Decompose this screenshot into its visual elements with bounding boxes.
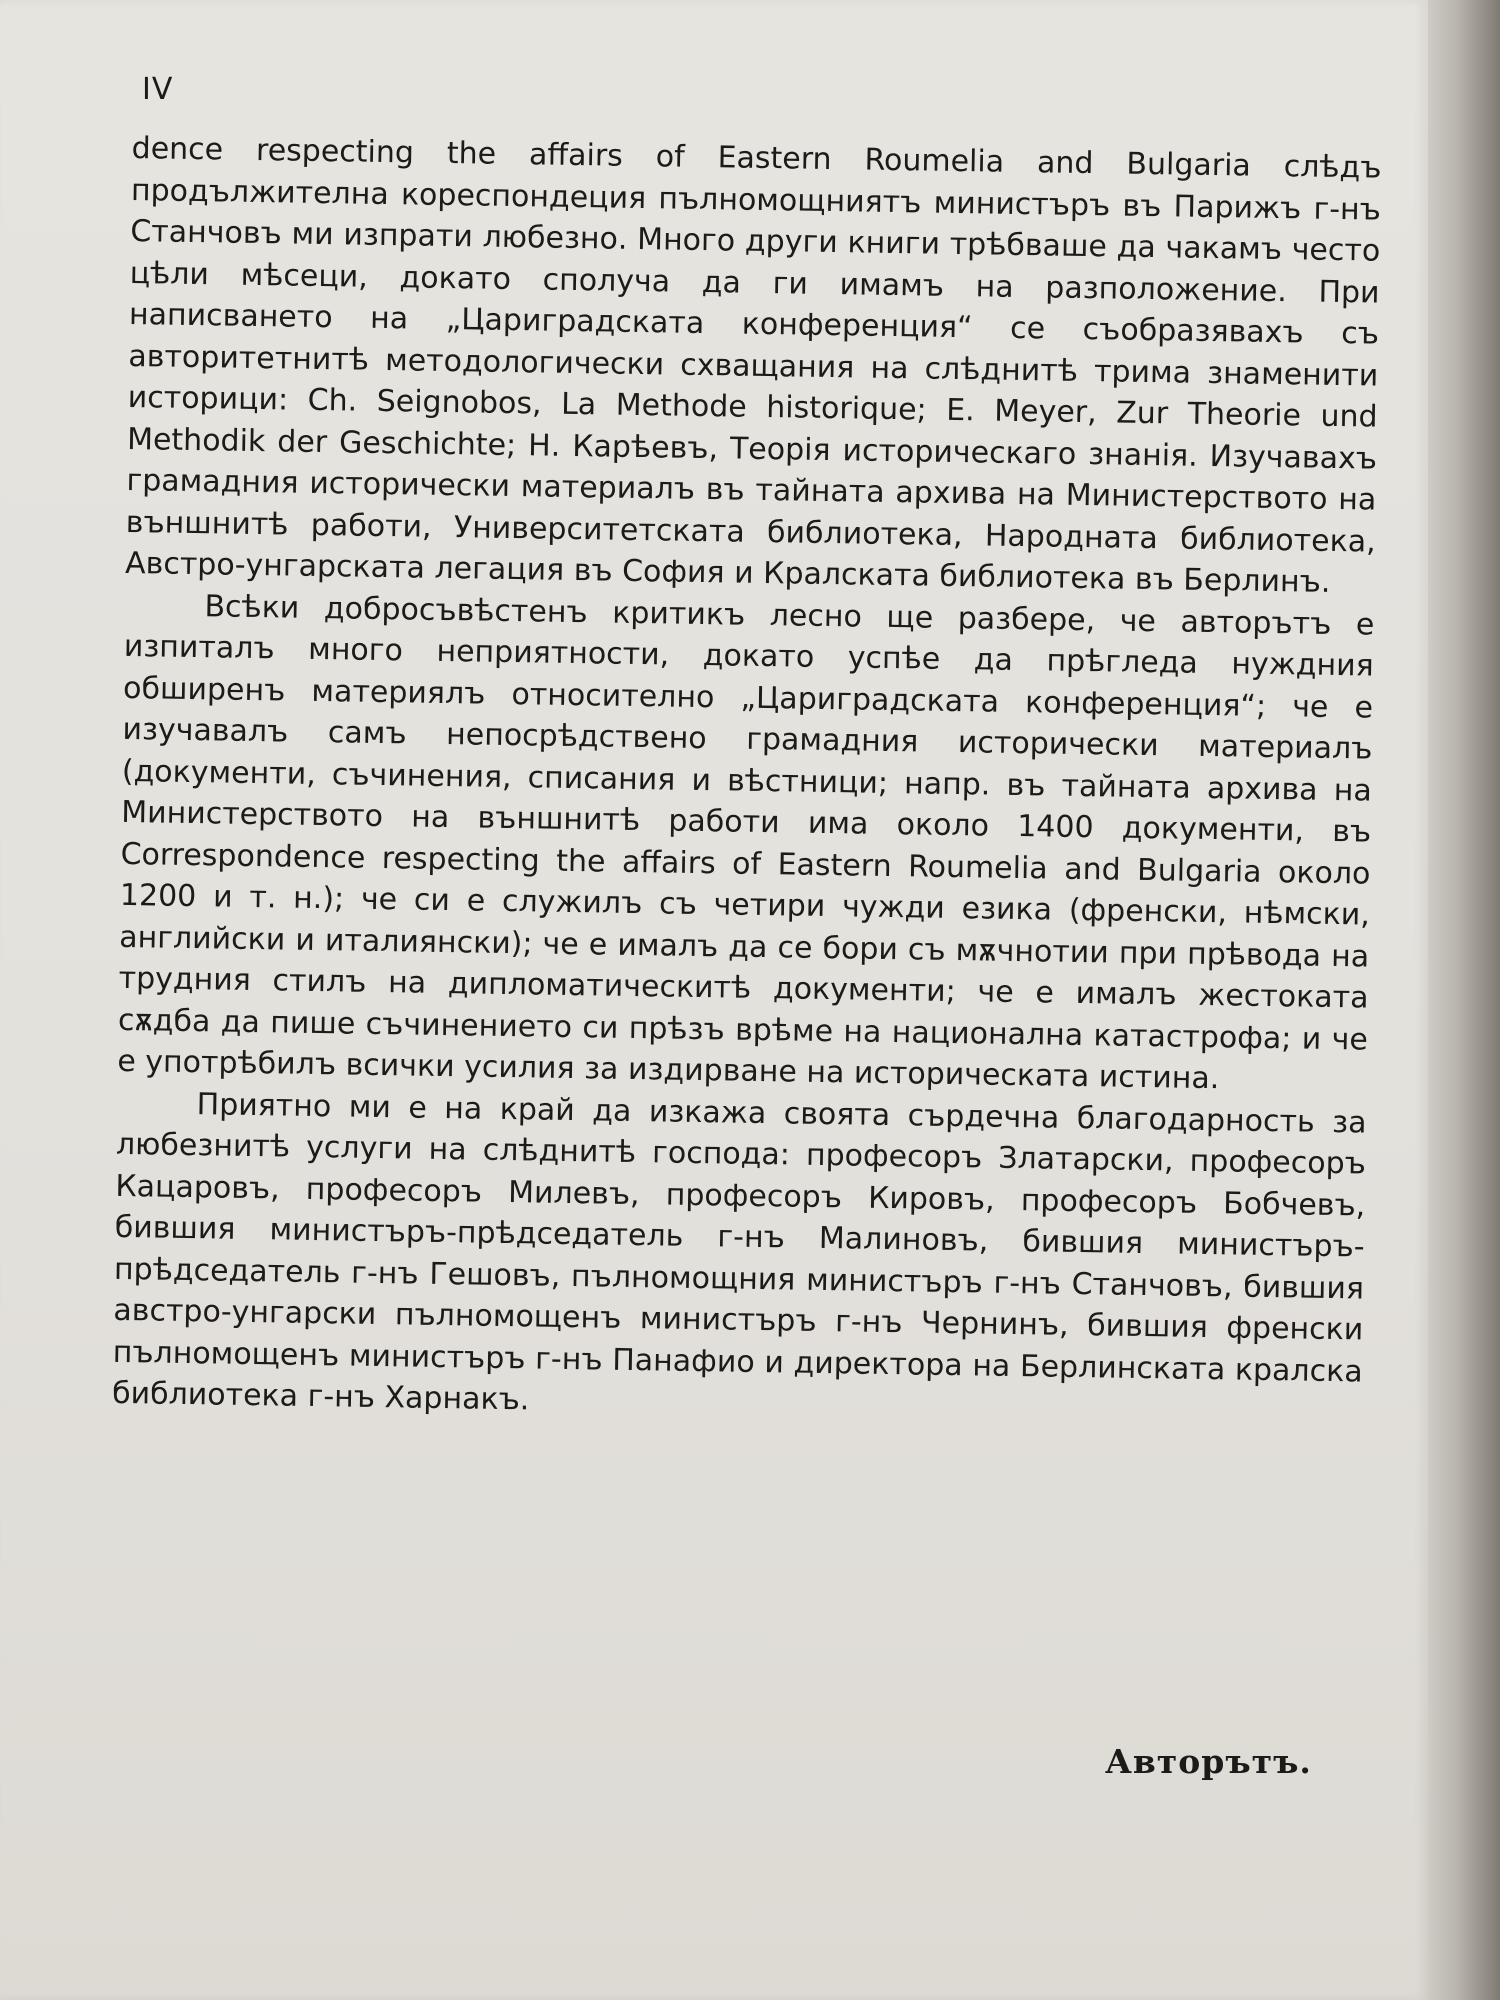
paragraph-difficulties: Всѣки добросъвѣстенъ критикъ лесно ще разбере, че авторътъ е изпиталъ много неприятности, докато успѣе да прѣгледа нуждния обширенъ материялъ относително „Цариградската конференция“; че е изучавалъ самъ непосрѣдствено грамадния исторически материалъ (документи, съчинения, списания и вѣстници; напр. въ тайната архива на Министерството на външнитѣ работи има около 1400 документи, въ Correspondence respecting the affairs of Eastern Roumelia and Bulgaria около 1200 и т. н.); че си е служилъ съ четири чужди езика (френски, нѣмски, английски и италиянски); че е ималъ да се бори съ мѫчнотии при прѣвода на трудния стилъ на дипломатическитѣ документи; че е ималъ жестоката сѫдба да пише съчинението си прѣзъ врѣме на национална катастрофа; и че е употрѣбилъ всички усилия за издирване на историческата истина.	[117, 588, 1375, 1097]
paragraph-acknowledgements: Приятно ми е на край да изкажа своята сърдечна благодарность за любезнитѣ услуги на слѣднитѣ господа: професоръ Златарски, професоръ Кацаровъ, професоръ Милевъ, професоръ Кировъ, професоръ Бобчевъ, бившия министъръ-прѣдседатель г-нъ Малиновъ, бившия министъръ-прѣдседатель г-нъ Гешовъ, пълномощния министъръ г-нъ Станчовъ, бившия австро-унгарски пълномощенъ министъръ г-нъ Чернинъ, бившия френски пълномощенъ министъръ г-нъ Панафио и директора на Берлинската кралска библиотека г-нъ Харнакъ.	[111, 1086, 1367, 1418]
paragraph-sources: dence respecting the affairs of Eastern Roumelia and Bulgaria слѣдъ продължителна кореспондеция пълномощниятъ министъръ въ Парижъ г-нъ Станчовъ ми изпрати любезно. Много други книги трѣбваше да чакамъ често цѣли мѣсеци, докато сполуча да ги имамъ на разположение. При написването на „Цариградската конференция“ се съобразявахъ съ авторитетнитѣ методологически схващания на слѣднитѣ трима знаменити историци: Ch. Seignobos, La Methode historique; E. Meyer, Zur Theorie und Methodik der Geschichte; Н. Карѣевъ, Теорія историческаго знанія. Изучавахъ грамадния исторически материалъ въ тайната архива на Министерството на външнитѣ работи, Университетската библиотека, Народната библиотека, Австро-унгарската легация въ София и Кралската библиотека въ Берлинъ.	[124, 130, 1382, 600]
page-number: IV	[142, 72, 174, 107]
book-gutter	[1428, 0, 1500, 2000]
body-text	[112, 128, 1382, 1434]
author-signature: Авторътъ.	[1105, 1742, 1312, 1781]
